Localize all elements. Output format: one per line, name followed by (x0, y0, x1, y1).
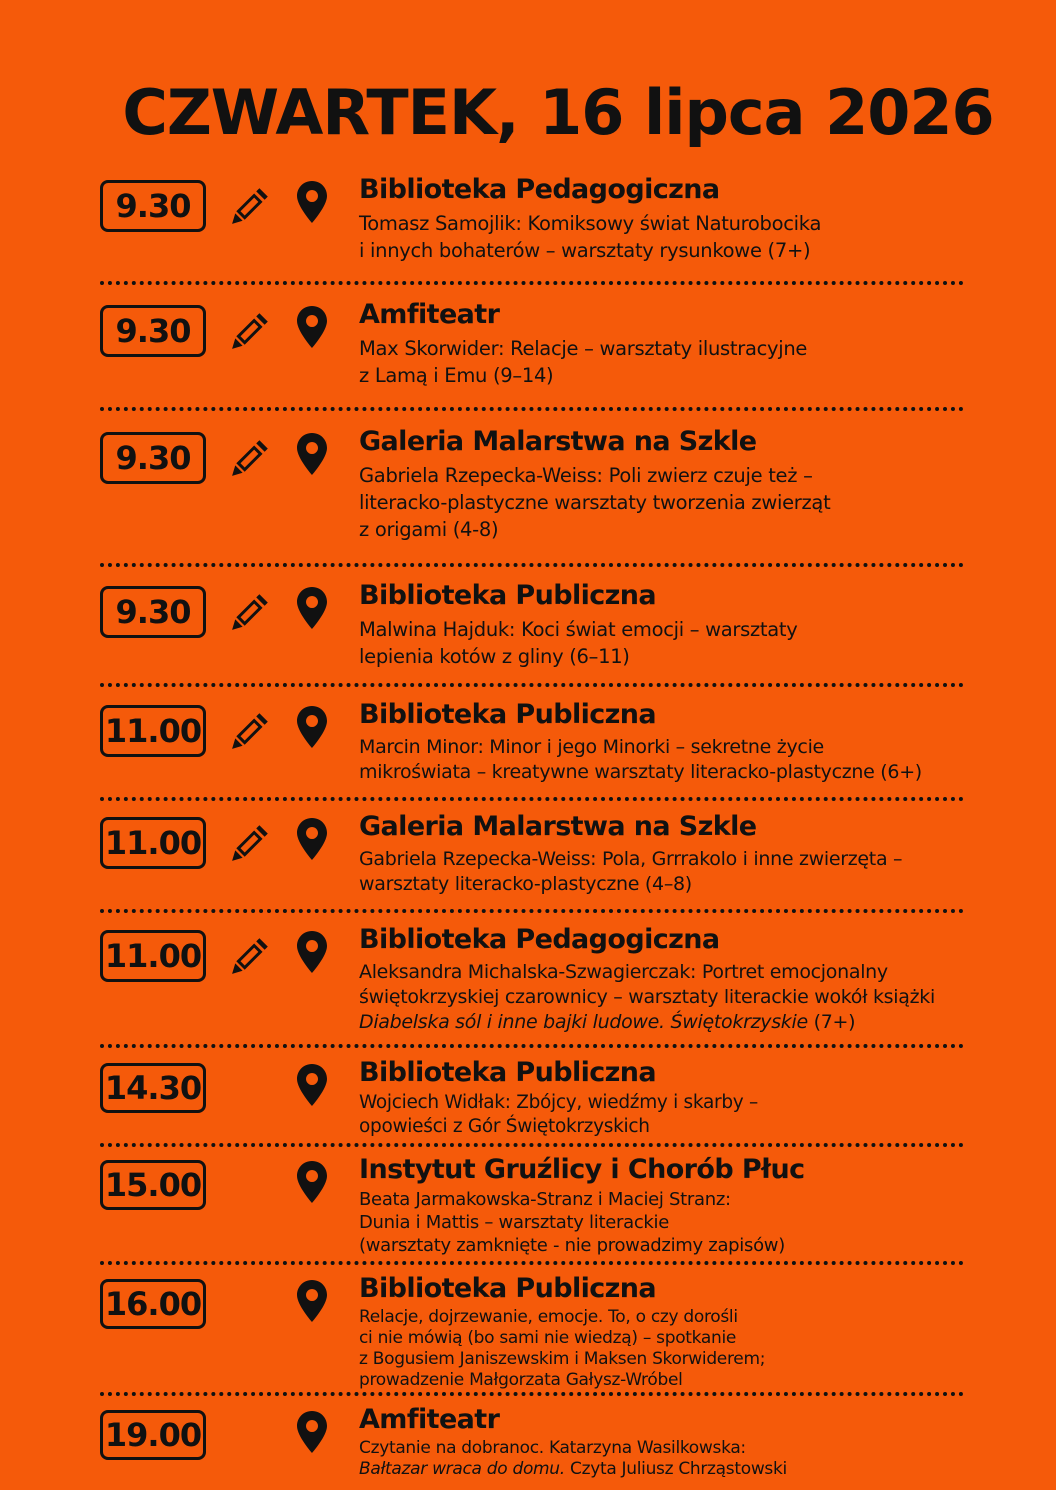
venue-name: Biblioteka Publiczna (359, 1057, 657, 1088)
time-badge: 11.00 (100, 930, 206, 982)
event-description: Tomasz Samojlik: Komiksowy świat Naturobocika i innych bohaterów – warsztaty rysunkowe (7+) (359, 212, 822, 262)
event-description: Czytanie na dobranoc. Katarzyna Wasilkowska: Bałtazar wraca do domu. Czyta Juliusz Chrząstowski (359, 1438, 787, 1479)
event-description: Gabriela Rzepecka-Weiss: Poli zwierz czuje też – literacko-plastyczne warsztaty tworzenia zwierząt z origami (4-8) (359, 464, 831, 541)
time-badge: 14.30 (100, 1063, 206, 1113)
page-title: CZWARTEK, 16 lipca 2026 (122, 76, 994, 149)
map-pin-icon (296, 432, 328, 476)
dotted-separator (100, 563, 964, 567)
time-badge: 9.30 (100, 305, 206, 357)
venue-name: Amfiteatr (359, 1404, 500, 1435)
map-pin-icon (296, 1160, 328, 1204)
map-pin-icon (296, 305, 328, 349)
dotted-separator (100, 797, 964, 801)
event-description: Malwina Hajduk: Koci świat emocji – warsztaty lepienia kotów z gliny (6–11) (359, 618, 798, 668)
venue-name: Biblioteka Publiczna (359, 699, 657, 730)
dotted-separator (100, 1392, 964, 1396)
pencil-icon (230, 184, 272, 226)
venue-name: Amfiteatr (359, 299, 500, 330)
time-badge: 15.00 (100, 1160, 206, 1210)
map-pin-icon (296, 817, 328, 861)
event-description: Max Skorwider: Relacje – warsztaty ilustracyjne z Lamą i Emu (9–14) (359, 337, 808, 387)
time-badge: 9.30 (100, 586, 206, 638)
event-description: Beata Jarmakowska-Stranz i Maciej Stranz: Dunia i Mattis – warsztaty literackie (warsztaty zamknięte - nie prowadzimy zapisów) (359, 1189, 785, 1256)
venue-name: Biblioteka Publiczna (359, 580, 657, 611)
time-badge: 11.00 (100, 817, 206, 869)
venue-name: Biblioteka Pedagogiczna (359, 924, 720, 955)
dotted-separator (100, 1143, 964, 1147)
map-pin-icon (296, 180, 328, 224)
venue-name: Instytut Gruźlicy i Chorób Płuc (359, 1154, 805, 1185)
dotted-separator (100, 407, 964, 411)
dotted-separator (100, 683, 964, 687)
map-pin-icon (296, 586, 328, 630)
book-title: Bałtazar wraca do domu. (359, 1459, 565, 1479)
event-description: Marcin Minor: Minor i jego Minorki – sekretne życie mikroświata – kreatywne warsztaty literacko-plastyczne (6+) (359, 736, 922, 783)
event-description: Relacje, dojrzewanie, emocje. To, o czy dorośli ci nie mówią (bo sami nie wiedzą) – spotkanie z Bogusiem Janiszewskim i Maksen Skorwiderem; prowadzenie Małgorzata Gałysz-Wróbel (359, 1307, 766, 1390)
dotted-separator (100, 1044, 964, 1048)
dotted-separator (100, 1261, 964, 1265)
venue-name: Galeria Malarstwa na Szkle (359, 426, 757, 457)
time-badge: 19.00 (100, 1410, 206, 1460)
venue-name: Biblioteka Pedagogiczna (359, 174, 720, 205)
pencil-icon (230, 590, 272, 632)
pencil-icon (230, 309, 272, 351)
map-pin-icon (296, 1410, 328, 1454)
book-title: Diabelska sól i inne bajki ludowe. Świętokrzyskie (359, 1011, 808, 1033)
venue-name: Biblioteka Publiczna (359, 1273, 657, 1304)
event-description: Wojciech Widłak: Zbójcy, wiedźmy i skarby – opowieści z Gór Świętokrzyskich (359, 1092, 758, 1137)
time-badge: 9.30 (100, 432, 206, 484)
time-badge: 16.00 (100, 1279, 206, 1329)
pencil-icon (230, 934, 272, 976)
event-description: Aleksandra Michalska-Szwagierczak: Portret emocjonalny świętokrzyskiej czarownicy – warsztaty literackie wokół książki Diabelska sól i inne bajki ludowe. Świętokrzyskie (7+) (359, 961, 935, 1033)
event-description: Gabriela Rzepecka-Weiss: Pola, Grrrakolo i inne zwierzęta – warsztaty literacko-plastyczne (4–8) (359, 848, 903, 895)
time-badge: 9.30 (100, 180, 206, 232)
map-pin-icon (296, 1063, 328, 1107)
map-pin-icon (296, 705, 328, 749)
time-badge: 11.00 (100, 705, 206, 757)
pencil-icon (230, 821, 272, 863)
venue-name: Galeria Malarstwa na Szkle (359, 811, 757, 842)
map-pin-icon (296, 1279, 328, 1323)
pencil-icon (230, 436, 272, 478)
dotted-separator (100, 281, 964, 285)
dotted-separator (100, 909, 964, 913)
map-pin-icon (296, 930, 328, 974)
pencil-icon (230, 709, 272, 751)
